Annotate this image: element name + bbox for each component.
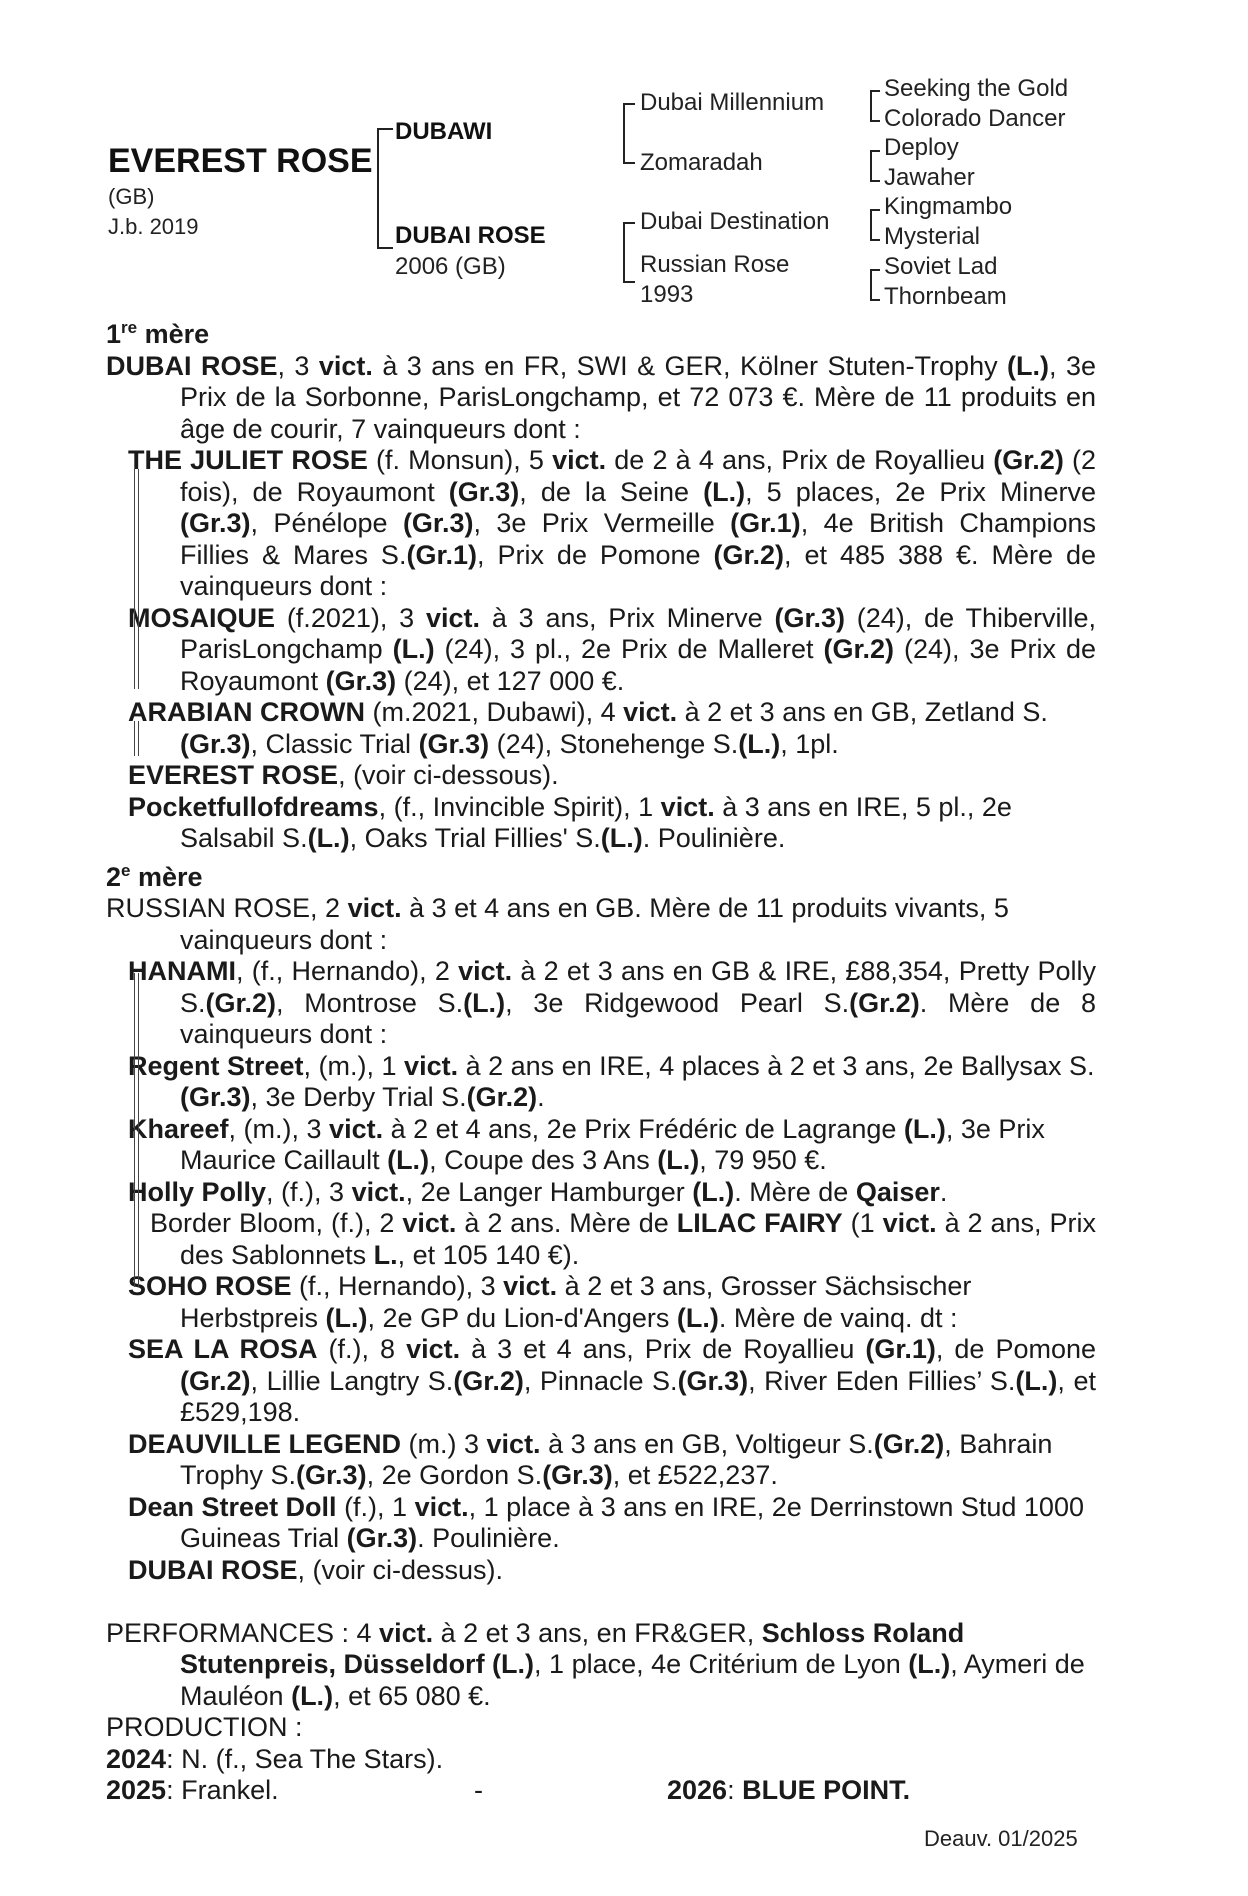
granddam-1: Zomaradah bbox=[640, 149, 763, 176]
produce-entry: Dean Street Doll (f.), 1 vict., 1 place à 3 ans en IRE, 2e Derrinstown Stud 1000 Guineas Trial (Gr.3). Poulinière. bbox=[128, 1491, 1084, 1553]
sire: DUBAWI bbox=[395, 118, 493, 145]
second-dam-entry: RUSSIAN ROSE, 2 vict. à 3 et 4 ans en GB. Mère de 11 produits vivants, 5 vainqueurs dont : bbox=[106, 893, 1009, 955]
sire-bracket bbox=[623, 103, 635, 164]
produce-entry: MOSAIQUE (f.2021), 3 vict. à 3 ans, Prix Minerve (Gr.3) (24), de Thiberville, ParisLongchamp (L.) (24), 3 pl., 2e Prix de Malleret (Gr.2) (24), 3e Prix de Royaumont (Gr.3) (24), et 127 000 €. bbox=[128, 602, 1096, 696]
horse-origin: (GB) bbox=[108, 184, 155, 209]
g3-4: Jawaher bbox=[884, 164, 975, 191]
footer-reference: Deauv. 01/2025 bbox=[924, 1826, 1078, 1851]
dam-entry: DUBAI ROSE, 3 vict. à 3 ans en FR, SWI & GER, Kölner Stuten-Trophy (L.), 3e Prix de la Sorbonne, ParisLongchamp, et 72 073 €. Mère de 11 produits en âge de courir, 7 vainqueurs dont : bbox=[106, 350, 1096, 444]
granddam-2: Russian Rose bbox=[640, 251, 790, 278]
produce-entry: DEAUVILLE LEGEND (m.) 3 vict. à 3 ans en GB, Voltigeur S.(Gr.2), Bahrain Trophy S.(Gr.3), 2e Gordon S.(Gr.3), et £522,237. bbox=[128, 1428, 1053, 1490]
dam: DUBAI ROSE bbox=[395, 222, 546, 249]
produce-entry: HANAMI, (f., Hernando), 2 vict. à 2 et 3 ans en GB & IRE, £88,354, Pretty Polly S.(Gr.2), Montrose S.(L.), 3e Ridgewood Pearl S.(Gr.2). Mère de 8 vainqueurs dont : bbox=[128, 956, 1096, 1049]
produce-entry: DUBAI ROSE, (voir ci-dessus). bbox=[128, 1554, 504, 1585]
produce-entry: Border Bloom, (f.), 2 vict. à 2 ans. Mère de LILAC FAIRY (1 vict. à 2 ans, Prix des Sablonnets L., et 105 140 €). bbox=[150, 1208, 1097, 1270]
g3-5: Kingmambo bbox=[884, 193, 1013, 220]
produce-entry: SOHO ROSE (f., Hernando), 3 vict. à 2 et 3 ans, Grosser Sächsischer Herbstpreis (L.), 2e GP du Lion-d'Angers (L.). Mère de vainq. dt : bbox=[128, 1271, 972, 1333]
production-year: 2024 bbox=[106, 1743, 167, 1774]
production-separator: - bbox=[474, 1775, 483, 1805]
first-dam-heading: 1re mère bbox=[106, 318, 210, 349]
horse-info: J.b. 2019 bbox=[108, 214, 199, 239]
production-text: BLUE POINT. bbox=[742, 1775, 911, 1805]
production-year: 2025 bbox=[106, 1775, 167, 1805]
produce-entry: Regent Street, (m.), 1 vict. à 2 ans en IRE, 4 places à 2 et 3 ans, 2e Ballysax S.(Gr.3), 3e Derby Trial S.(Gr.2). bbox=[128, 1050, 1095, 1112]
produce-entry: EVEREST ROSE, (voir ci-dessous). bbox=[128, 760, 559, 790]
production-text: : Frankel. bbox=[166, 1775, 279, 1805]
g3-8: Thornbeam bbox=[884, 283, 1007, 310]
grandsire-1: Dubai Millennium bbox=[640, 89, 825, 116]
horse-name: EVEREST ROSE bbox=[108, 142, 373, 180]
g3-1: Seeking the Gold bbox=[884, 75, 1069, 102]
grandsire-2: Dubai Destination bbox=[640, 208, 830, 235]
sire-dam-bracket bbox=[377, 128, 393, 249]
produce-entry: Khareef, (m.), 3 vict. à 2 et 4 ans, 2e Prix Frédéric de Lagrange (L.), 3e Prix Maurice Caillault (L.), Coupe des 3 Ans (L.), 79 950 €. bbox=[128, 1113, 1045, 1175]
dam-bracket bbox=[623, 222, 635, 283]
g3-3: Deploy bbox=[884, 134, 959, 161]
production-label: PRODUCTION : bbox=[106, 1712, 303, 1742]
dam-year: 2006 (GB) bbox=[395, 253, 506, 280]
production-row bbox=[106, 1744, 1096, 1776]
g3-6: Mysterial bbox=[884, 223, 981, 250]
produce-entry: Holly Polly, (f.), 3 vict., 2e Langer Hamburger (L.). Mère de Qaiser. bbox=[128, 1176, 948, 1207]
granddam-2-year: 1993 bbox=[640, 281, 694, 308]
production-row: 2025: Frankel. - 2026: BLUE POINT. bbox=[106, 1775, 911, 1805]
produce-entry: SEA LA ROSA (f.), 8 vict. à 3 et 4 ans, Prix de Royallieu (Gr.1), de Pomone (Gr.2), Lillie Langtry S.(Gr.2), Pinnacle S.(Gr.3), River Eden Fillies’ S.(L.), et £529,198. bbox=[128, 1334, 1097, 1427]
g3-2: Colorado Dancer bbox=[884, 105, 1066, 132]
catalog-text bbox=[106, 312, 1096, 1807]
performances: PERFORMANCES : 4 vict. à 2 et 3 ans, en FR&GER, Schloss Roland Stutenpreis, Düsseldorf (L.), 1 place, 4e Critérium de Lyon (L.), Aymeri de Mauléon (L.), et 65 080 €. bbox=[106, 1617, 1085, 1711]
production-year: 2026 bbox=[667, 1775, 728, 1805]
second-dam-heading: 2e mère bbox=[106, 860, 203, 892]
production-text: : N. (f., Sea The Stars). bbox=[166, 1743, 444, 1774]
produce-entry: THE JULIET ROSE (f. Monsun), 5 vict. de 2 à 4 ans, Prix de Royallieu (Gr.2) (2 fois), de Royaumont (Gr.3), de la Seine (L.), 5 places, 2e Prix Minerve (Gr.3), Pénélope (Gr.3), 3e Prix Vermeille (Gr.1), 4e British Champions Fillies & Mares S.(Gr.1), Prix de Pomone (Gr.2), et 485 388 €. Mère de vainqueurs dont : bbox=[128, 445, 1097, 601]
produce-entry: Pocketfullofdreams, (f., Invincible Spirit), 1 vict. à 3 ans en IRE, 5 pl., 2e Salsabil S.(L.), Oaks Trial Fillies' S.(L.). Poulinière. bbox=[128, 791, 1012, 853]
produce-entry: ARABIAN CROWN (m.2021, Dubawi), 4 vict. à 2 et 3 ans en GB, Zetland S.(Gr.3), Classic Trial (Gr.3) (24), Stonehenge S.(L.), 1pl. bbox=[128, 697, 1048, 759]
g3-7: Soviet Lad bbox=[884, 253, 998, 280]
